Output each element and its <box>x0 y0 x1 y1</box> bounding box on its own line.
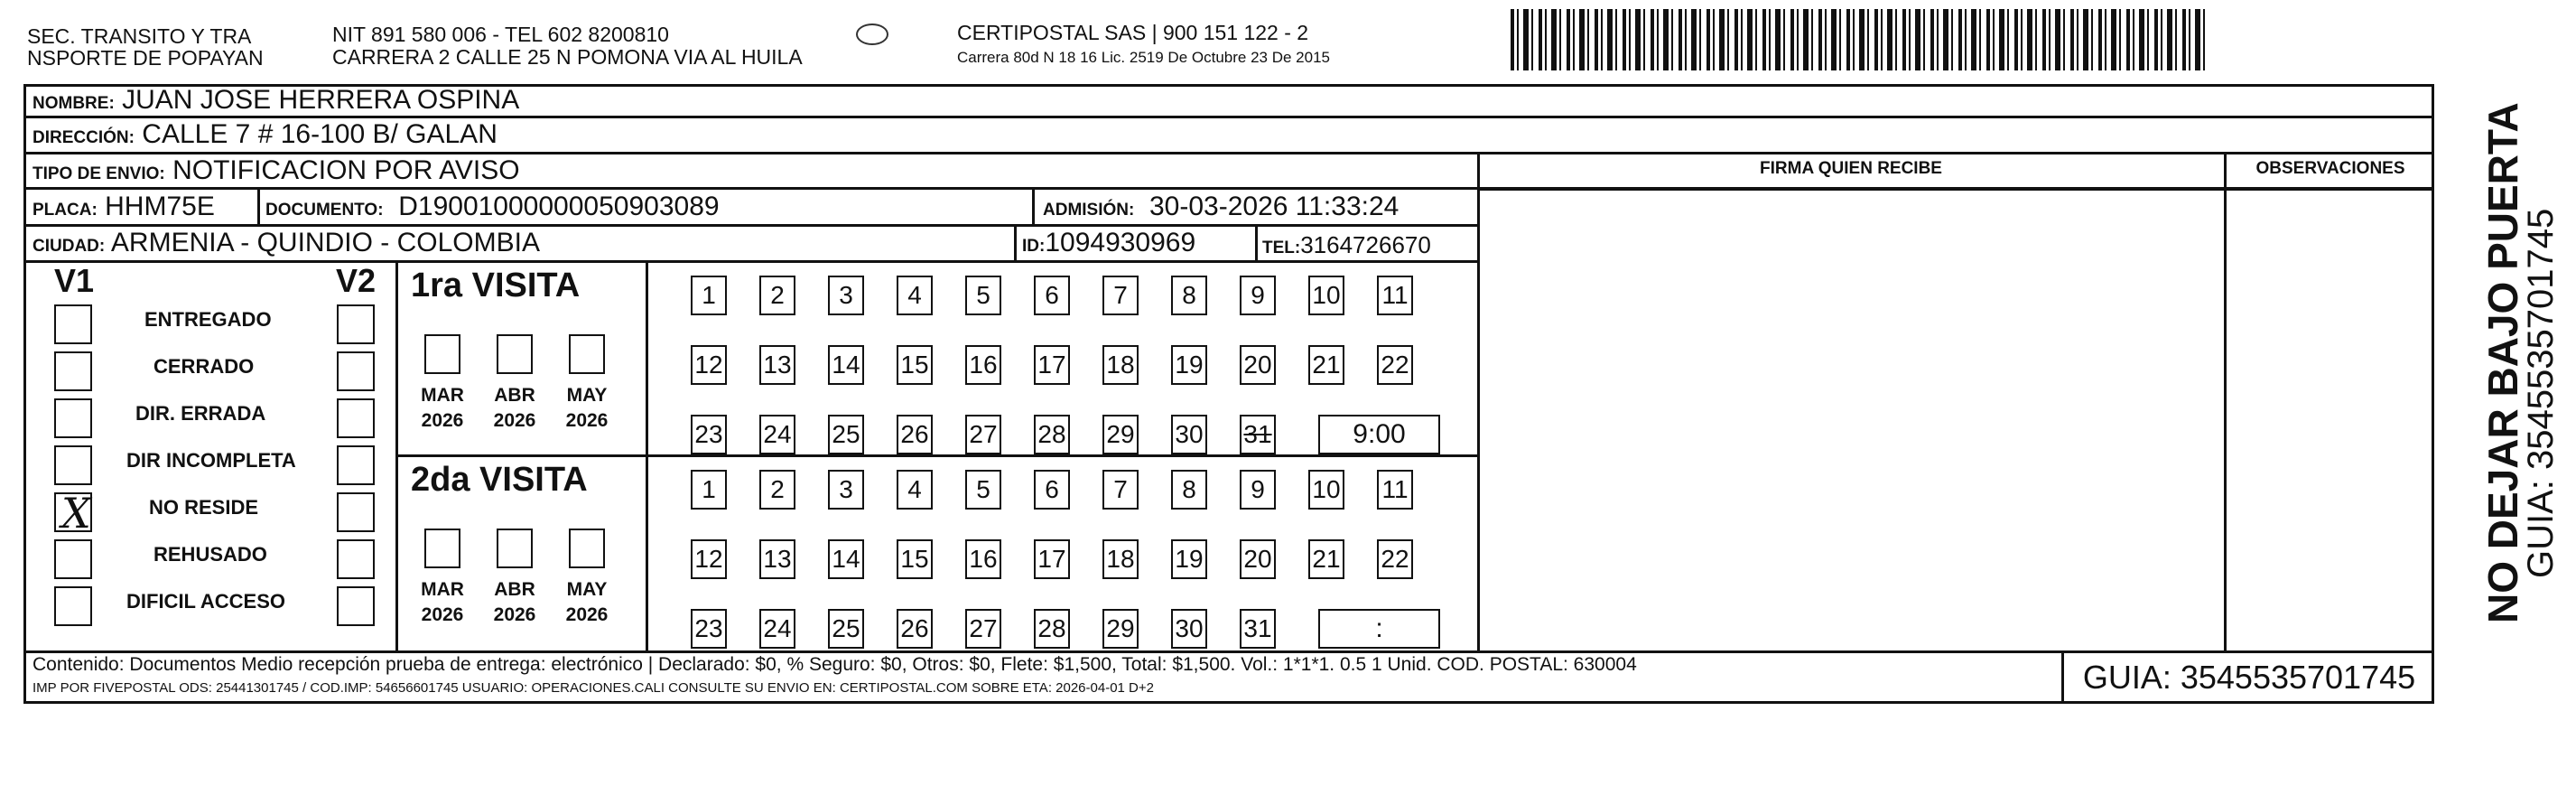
rule <box>1014 224 1017 260</box>
rule <box>257 188 260 224</box>
v1-checkbox[interactable] <box>54 489 92 538</box>
placa-label: PLACA: <box>33 201 98 220</box>
day-box[interactable]: 20 <box>1240 539 1276 579</box>
month-label: ABR <box>494 579 535 600</box>
v1-checkbox[interactable] <box>54 586 92 626</box>
barcode <box>1511 9 2210 70</box>
observaciones-header: OBSERVACIONES <box>2255 159 2405 178</box>
company-line-1: CERTIPOSTAL SAS | 900 151 122 - 2 <box>957 21 1309 44</box>
month-checkbox[interactable] <box>497 334 533 374</box>
day-box[interactable]: 18 <box>1102 345 1139 385</box>
day-box[interactable]: 29 <box>1102 415 1139 454</box>
day-box[interactable]: 8 <box>1171 276 1207 315</box>
day-box[interactable]: 9 <box>1240 276 1276 315</box>
day-box[interactable]: 31 <box>1240 609 1276 649</box>
day-box[interactable]: 10 <box>1308 470 1344 510</box>
day-box[interactable]: 25 <box>828 415 864 454</box>
documento-label: DOCUMENTO: <box>265 201 384 220</box>
day-box[interactable]: 5 <box>965 470 1001 510</box>
day-box[interactable]: 21 <box>1308 539 1344 579</box>
day-box[interactable]: 7 <box>1102 470 1139 510</box>
nombre-value: JUAN JOSE HERRERA OSPINA <box>122 85 520 115</box>
day-box[interactable]: 27 <box>965 609 1001 649</box>
month-checkbox[interactable] <box>424 529 460 568</box>
month-label: MAR <box>421 579 464 600</box>
observaciones-area[interactable] <box>2227 191 2434 650</box>
day-box[interactable]: 29 <box>1102 609 1139 649</box>
day-box[interactable]: 26 <box>897 609 933 649</box>
tipo-value: NOTIFICACION POR AVISO <box>172 155 520 185</box>
day-box[interactable]: 27 <box>965 415 1001 454</box>
company-logo <box>856 23 888 45</box>
status-label: REHUSADO <box>153 543 267 566</box>
rule <box>1255 224 1258 260</box>
day-box[interactable]: 22 <box>1377 539 1413 579</box>
year-label: 2026 <box>565 410 609 431</box>
v1-checkbox[interactable] <box>54 351 92 391</box>
day-box[interactable]: 16 <box>965 345 1001 385</box>
day-box[interactable]: 25 <box>828 609 864 649</box>
day-box[interactable]: 12 <box>691 345 727 385</box>
side-warning: NO DEJAR BAJO PUERTA <box>2479 102 2526 623</box>
v1-checkbox[interactable] <box>54 445 92 485</box>
v2-checkbox[interactable] <box>337 304 375 344</box>
v2-checkbox[interactable] <box>337 445 375 485</box>
day-box[interactable]: 23 <box>691 609 727 649</box>
documento-row <box>265 191 720 227</box>
status-label: DIR. ERRADA <box>135 402 266 425</box>
side-guia: GUIA: 3545535701745 <box>2521 208 2561 578</box>
day-box[interactable]: 6 <box>1034 470 1070 510</box>
day-box[interactable]: 15 <box>897 345 933 385</box>
rule <box>1032 188 1035 224</box>
footer-imp: IMP POR FIVEPOSTAL ODS: 25441301745 / COD.IMP: 54656601745 USUARIO: OPERACIONES.CALI CONSULTE SU ENVIO EN: CERTIPOSTAL.COM SOBRE ETA: 2026-04-01 D+2 <box>33 680 1154 696</box>
id-row <box>1022 227 1195 263</box>
footer-contenido: Contenido: Documentos Medio recepción prueba de entrega: electrónico | Declarado: $0, % Seguro: $0, Otros: $0, Flete: $1,500, Total: $1,500. Vol.: 1*1*1. 0.5 1 Unid. COD. POSTAL: 630004 <box>33 654 1637 675</box>
nombre-label: NOMBRE: <box>33 94 115 113</box>
v2-checkbox[interactable] <box>337 586 375 626</box>
status-label: NO RESIDE <box>149 496 259 519</box>
day-box[interactable]: 24 <box>759 415 795 454</box>
status-label: CERRADO <box>153 355 255 378</box>
day-box[interactable]: 4 <box>897 470 933 510</box>
v2-checkbox[interactable] <box>337 492 375 532</box>
day-box[interactable]: 31 <box>1240 415 1276 454</box>
day-box[interactable]: 18 <box>1102 539 1139 579</box>
admision-value: 30-03-2026 11:33:24 <box>1149 192 1400 221</box>
status-label: DIFICIL ACCESO <box>126 590 286 613</box>
v2-checkbox[interactable] <box>337 351 375 391</box>
day-box[interactable]: 16 <box>965 539 1001 579</box>
visit-title: 2da VISITA <box>411 461 588 499</box>
day-box[interactable]: 10 <box>1308 276 1344 315</box>
day-box[interactable]: 30 <box>1171 415 1207 454</box>
day-box[interactable]: 12 <box>691 539 727 579</box>
year-label: 2026 <box>421 410 464 431</box>
visit-title: 1ra VISITA <box>411 267 581 304</box>
ciudad-label: CIUDAD: <box>33 237 106 256</box>
day-box[interactable]: 15 <box>897 539 933 579</box>
tel-label: TEL: <box>1262 239 1301 257</box>
month-checkbox[interactable] <box>569 529 605 568</box>
day-box[interactable]: 5 <box>965 276 1001 315</box>
day-box[interactable]: 19 <box>1171 345 1207 385</box>
v1-checkbox[interactable] <box>54 539 92 579</box>
time-box[interactable]: 9:00 <box>1318 415 1440 454</box>
ciudad-row <box>33 227 540 263</box>
day-box[interactable]: 11 <box>1377 276 1413 315</box>
day-box[interactable]: 20 <box>1240 345 1276 385</box>
month-checkbox[interactable] <box>497 529 533 568</box>
month-label: MAY <box>566 385 608 406</box>
year-label: 2026 <box>493 604 536 625</box>
day-box[interactable]: 1 <box>691 470 727 510</box>
day-box[interactable]: 30 <box>1171 609 1207 649</box>
day-box[interactable]: 11 <box>1377 470 1413 510</box>
id-value: 1094930969 <box>1045 228 1196 257</box>
tipo-row <box>33 154 520 191</box>
day-box[interactable]: 13 <box>759 539 795 579</box>
year-label: 2026 <box>493 410 536 431</box>
rule <box>23 650 2434 653</box>
month-checkbox[interactable] <box>424 334 460 374</box>
year-label: 2026 <box>565 604 609 625</box>
day-box[interactable]: 9 <box>1240 470 1276 510</box>
day-box[interactable]: 14 <box>828 539 864 579</box>
day-box[interactable]: 17 <box>1034 539 1070 579</box>
direccion-value: CALLE 7 # 16-100 B/ GALAN <box>142 119 498 149</box>
month-label: ABR <box>494 385 535 406</box>
day-box[interactable]: 14 <box>828 345 864 385</box>
day-box[interactable]: 19 <box>1171 539 1207 579</box>
v1-checkbox[interactable] <box>54 398 92 438</box>
company-line-2: Carrera 80d N 18 16 Lic. 2519 De Octubre 23 De 2015 <box>957 49 1330 66</box>
day-box[interactable]: 24 <box>759 609 795 649</box>
v2-header: V2 <box>336 262 377 299</box>
tel-row <box>1262 229 1431 265</box>
signature-area[interactable] <box>1480 191 2224 650</box>
day-box[interactable]: 7 <box>1102 276 1139 315</box>
day-box[interactable]: 2 <box>759 470 795 510</box>
day-box[interactable]: 21 <box>1308 345 1344 385</box>
placa-row <box>33 191 215 227</box>
firma-header: FIRMA QUIEN RECIBE <box>1760 159 1942 178</box>
v2-checkbox[interactable] <box>337 539 375 579</box>
day-box[interactable]: 28 <box>1034 415 1070 454</box>
documento-value: D19001000000050903089 <box>398 192 720 221</box>
v1-header: V1 <box>54 262 95 299</box>
day-box[interactable]: 13 <box>759 345 795 385</box>
rule <box>395 454 1477 457</box>
day-box[interactable]: 1 <box>691 276 727 315</box>
admision-row <box>1043 191 1399 227</box>
day-box[interactable]: 2 <box>759 276 795 315</box>
day-box[interactable]: 22 <box>1377 345 1413 385</box>
tipo-label: TIPO DE ENVIO: <box>33 164 165 183</box>
status-label: ENTREGADO <box>144 308 272 331</box>
v2-checkbox[interactable] <box>337 398 375 438</box>
day-box[interactable]: 23 <box>691 415 727 454</box>
year-label: 2026 <box>421 604 464 625</box>
footer-guia: GUIA: 3545535701745 <box>2082 659 2416 696</box>
day-box[interactable]: 8 <box>1171 470 1207 510</box>
placa-value: HHM75E <box>105 192 215 221</box>
direccion-row <box>33 118 498 154</box>
month-checkbox[interactable] <box>569 334 605 374</box>
day-box[interactable]: 6 <box>1034 276 1070 315</box>
day-box[interactable]: 4 <box>897 276 933 315</box>
day-box[interactable]: 28 <box>1034 609 1070 649</box>
check-mark: X <box>61 489 91 538</box>
sender-line-1: SEC. TRANSITO Y TRA <box>27 24 252 48</box>
v1-checkbox[interactable] <box>54 304 92 344</box>
day-box[interactable]: 17 <box>1034 345 1070 385</box>
status-label: DIR INCOMPLETA <box>126 449 296 472</box>
day-box[interactable]: 3 <box>828 276 864 315</box>
nit-line-2: CARRERA 2 CALLE 25 N POMONA VIA AL HUILA <box>332 45 803 69</box>
nombre-row <box>33 84 519 120</box>
admision-label: ADMISIÓN: <box>1043 201 1135 220</box>
id-label: ID: <box>1022 237 1046 256</box>
month-label: MAY <box>566 579 608 600</box>
month-label: MAR <box>421 385 464 406</box>
ciudad-value: ARMENIA - QUINDIO - COLOMBIA <box>110 228 540 257</box>
day-box[interactable]: 3 <box>828 470 864 510</box>
nit-line-1: NIT 891 580 006 - TEL 602 8200810 <box>332 23 669 46</box>
sender-line-2: NSPORTE DE POPAYAN <box>27 46 264 70</box>
time-box[interactable]: : <box>1318 609 1440 649</box>
tel-value: 3164726670 <box>1300 231 1431 258</box>
day-box[interactable]: 26 <box>897 415 933 454</box>
direccion-label: DIRECCIÓN: <box>33 128 135 147</box>
